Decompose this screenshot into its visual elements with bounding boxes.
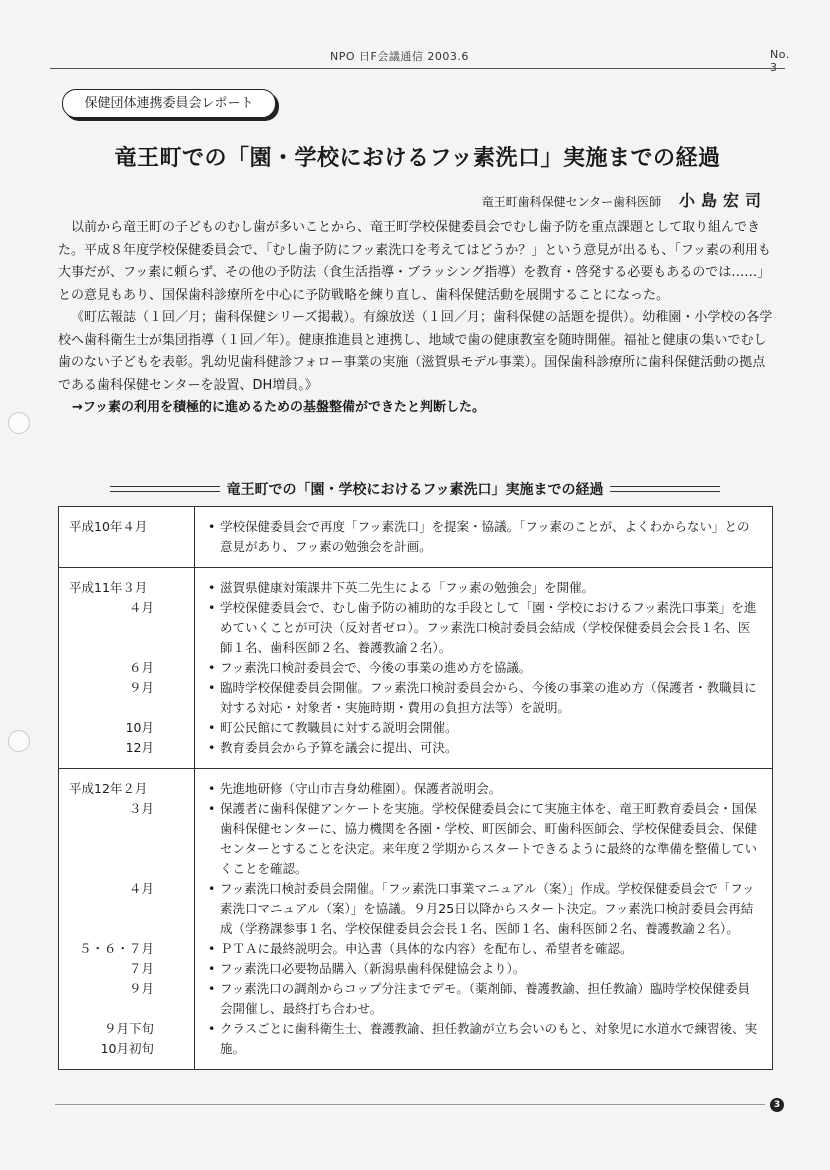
punch-hole-icon <box>8 412 30 434</box>
author-line <box>482 188 767 211</box>
timeline-date: ３月 <box>128 801 154 816</box>
timeline-event <box>194 959 772 979</box>
article-title: 竜王町での「園・学校におけるフッ素洗口」実施までの経過 <box>114 146 721 171</box>
timeline-date: 平成10年４月 <box>69 519 148 534</box>
bullet-icon: • <box>208 801 216 816</box>
timeline-date: ９月下旬 10月初旬 <box>100 1021 154 1056</box>
section-rule-right <box>610 486 720 492</box>
event-text: 保護者に歯科保健アンケートを実施。学校保健委員会にて実施主体を、竜王町教育委員会・国保歯科保健センターに、協力機関を各園・学校、町医師会、町歯科医師会、学校保健委員会、保健センターとすることを決定。来年度２学期からスタートできるように最終的な準備を整備していくことを確認。 <box>220 801 758 876</box>
page-number-badge: 3 <box>770 1098 784 1112</box>
timeline-event <box>194 738 772 758</box>
bullet-icon: • <box>208 941 216 956</box>
body-paragraph: 《町広報誌（１回／月；歯科保健シリーズ掲載）。有線放送（１回／月；歯科保健の話題を提供）。幼稚園・小学校の各学校へ歯科衛生士が集団指導（１回／年）。健康推進員と連携し、地域で歯の健康教室を随時開催。福祉と健康の集いでむし歯のない子どもを表彰。乳幼児歯科健診フォロー事業の実施（滋賀県モデル事業）。国保歯科診療所に歯科保健活動の拠点である歯科保健センターを設置、DH増員。》 <box>58 310 773 393</box>
timeline-row <box>59 879 772 939</box>
timeline-date: ６月 <box>128 660 154 675</box>
event-text: クラスごとに歯科衛生士、養護教諭、担任教諭が立ち会いのもと、対象児に水道水で練習後、実施。 <box>220 1021 758 1056</box>
timeline-event <box>194 939 772 959</box>
header-page-number: No. 3 <box>770 48 790 74</box>
bullet-icon: • <box>208 1021 216 1036</box>
event-text: 教育委員会から予算を議会に提出、可決。 <box>220 740 458 755</box>
conclusion: →フッ素の利用を積極的に進めるための基盤整備ができたと判断した。 <box>72 400 485 415</box>
event-text: 学校保健委員会で再度「フッ素洗口」を提案・協議。「フッ素のことが、よくわからない」との意見があり、フッ素の勉強会を計画。 <box>220 519 750 554</box>
author-affiliation: 竜王町歯科保健センター歯科医師 <box>481 195 662 209</box>
event-text: フッ素洗口の調剤からコップ分注までデモ。（薬剤師、養護教諭、担任教諭）臨時学校保健委員会開催し、最終打ち合わせ。 <box>220 981 751 1016</box>
timeline-table <box>58 506 773 1070</box>
event-text: フッ素洗口検討委員会で、今後の事業の進め方を協議。 <box>220 660 532 675</box>
bullet-icon: • <box>208 519 216 534</box>
report-tag: 保健団体連携委員会レポート <box>62 89 276 118</box>
timeline-date: ７月 <box>128 961 154 976</box>
timeline-date: 12月 <box>125 740 154 755</box>
timeline-block <box>59 768 772 1069</box>
timeline-row <box>59 779 772 799</box>
bullet-icon: • <box>208 580 216 595</box>
timeline-row <box>59 799 772 879</box>
running-header <box>330 48 790 74</box>
event-text: 先進地研修（守山市吉身幼稚園）。保護者説明会。 <box>220 781 502 796</box>
timeline-block <box>59 567 772 768</box>
timeline-event <box>194 779 772 799</box>
event-text: 町公民館にて教職員に対する説明会開催。 <box>220 720 458 735</box>
timeline-event <box>194 979 772 1019</box>
event-text: ＰＴＡに最終説明会。申込書（具体的な内容）を配布し、希望者を確認。 <box>220 941 633 956</box>
timeline-block <box>59 507 772 567</box>
timeline-event <box>194 799 772 879</box>
timeline-date: ４月 <box>128 881 154 896</box>
timeline-row <box>59 598 772 658</box>
timeline-date: ９月 <box>128 680 154 695</box>
section-heading <box>110 479 720 499</box>
timeline-row <box>59 959 772 979</box>
timeline-event <box>194 658 772 678</box>
section-title: 竜王町での「園・学校におけるフッ素洗口」実施までの経過 <box>226 482 604 498</box>
bullet-icon: • <box>208 881 216 896</box>
bullet-icon: • <box>208 981 216 996</box>
timeline-event <box>194 598 772 658</box>
timeline-row <box>59 738 772 758</box>
timeline-row <box>59 1019 772 1059</box>
timeline-date: ４月 <box>128 600 154 615</box>
timeline-row <box>59 658 772 678</box>
bullet-icon: • <box>208 600 216 615</box>
footer-divider <box>55 1104 765 1105</box>
bullet-icon: • <box>208 660 216 675</box>
timeline-date: 10月 <box>125 720 154 735</box>
body-paragraph: 以前から竜王町の子どものむし歯が多いことから、竜王町学校保健委員会でむし歯予防を重点課題として取り組んできた。平成８年度学校保健委員会で、「むし歯予防にフッ素洗口を考えてはどうか？」という意見が出るも、「フッ素の利用も大事だが、フッ素に頼らず、その他の予防法（食生活指導・ブラッシング指導）を教育・啓発する必要もあるのでは……」との意見もあり、国保歯科診療所を中心に予防戦略を練り直し、歯科保健活動を展開することになった。 <box>58 220 771 303</box>
article-body <box>58 217 776 420</box>
bullet-icon: • <box>208 680 216 695</box>
punch-hole-icon <box>8 730 30 752</box>
timeline-row <box>59 718 772 738</box>
event-text: 滋賀県健康対策課井下英二先生による「フッ素の勉強会」を開催。 <box>220 580 595 595</box>
header-divider <box>50 68 785 69</box>
timeline-event <box>194 517 772 557</box>
header-title: NPO 日F会議通信 2003.6 <box>330 50 469 63</box>
bullet-icon: • <box>208 961 216 976</box>
timeline-date: 平成11年３月 <box>69 580 148 595</box>
column-divider <box>194 769 195 1069</box>
timeline-row <box>59 678 772 718</box>
timeline-row <box>59 939 772 959</box>
event-text: フッ素洗口検討委員会開催。「フッ素洗口事業マニュアル（案）」作成。学校保健委員会で「フッ素洗口マニュアル（案）」を協議。９月25日以降からスタート決定。フッ素洗口検討委員会再結成（学務課参事１名、学校保健委員会会長１名、医師１名、歯科医師２名、養護教諭２名）。 <box>220 881 755 936</box>
timeline-date: ５・６・７月 <box>78 941 154 956</box>
timeline-row <box>59 979 772 1019</box>
timeline-event <box>194 1019 772 1059</box>
column-divider <box>194 507 195 567</box>
column-divider <box>194 568 195 768</box>
timeline-event <box>194 718 772 738</box>
event-text: フッ素洗口必要物品購入（新潟県歯科保健協会より）。 <box>220 961 526 976</box>
author-name: 小島宏司 <box>678 191 767 210</box>
timeline-row <box>59 517 772 557</box>
section-rule-left <box>110 486 220 492</box>
event-text: 臨時学校保健委員会開催。フッ素洗口検討委員会から、今後の事業の進め方（保護者・教職員に対する対応・対象者・実施時期・費用の負担方法等）を説明。 <box>220 680 757 715</box>
timeline-event <box>194 578 772 598</box>
timeline-event <box>194 678 772 718</box>
timeline-date: ９月 <box>128 981 154 996</box>
timeline-date: 平成12年２月 <box>69 781 148 796</box>
timeline-event <box>194 879 772 939</box>
timeline-row <box>59 578 772 598</box>
event-text: 学校保健委員会で、むし歯予防の補助的な手段として「園・学校におけるフッ素洗口事業」を進めていくことが可決（反対者ゼロ）。フッ素洗口検討委員会結成（学校保健委員会会長１名、医師１名、歯科医師２名、養護教諭２名）。 <box>220 600 757 655</box>
bullet-icon: • <box>208 720 216 735</box>
bullet-icon: • <box>208 740 216 755</box>
bullet-icon: • <box>208 781 216 796</box>
